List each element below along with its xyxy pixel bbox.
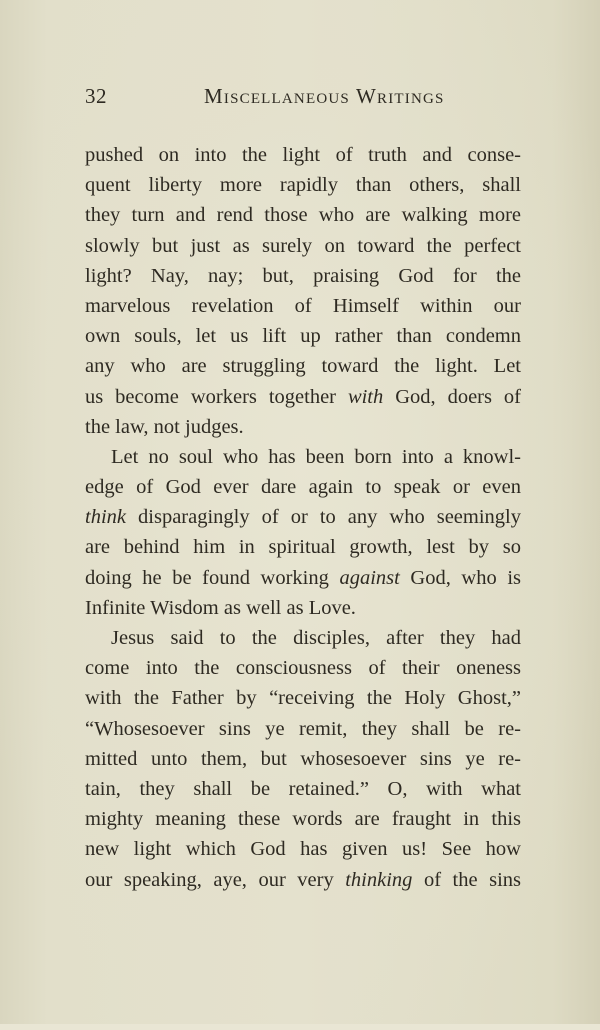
text-line: mitted unto them, but whosesoever sins ye re-	[85, 747, 521, 770]
text-line: any who are struggling toward the light. Let	[85, 355, 521, 378]
text-run: doing he be found working	[85, 566, 340, 589]
text-line: tain, they shall be retained.” O, with what	[85, 777, 521, 800]
text-line: come into the consciousness of their oneness	[85, 657, 521, 680]
text-line: “Whosesoever sins ye remit, they shall be re-	[85, 717, 521, 740]
italic-emphasis: with	[347, 385, 384, 408]
text-line: with the Father by “receiving the Holy Ghost,”	[85, 687, 521, 710]
text-run: disparagingly of or to any who seemingly	[126, 506, 521, 529]
page-number: 32	[85, 84, 107, 108]
text-line: are behind him in spiritual growth, lest by so	[85, 536, 521, 559]
text-line: Jesus said to the disciples, after they had	[111, 627, 521, 649]
body-text	[85, 140, 521, 895]
running-header	[85, 84, 525, 114]
text-line: the law, not judges.	[85, 415, 244, 438]
text-run: of the sins	[412, 868, 521, 891]
text-line	[85, 382, 521, 412]
text-line: they turn and rend those who are walking more	[85, 204, 521, 227]
text-run: our speaking, aye, our very	[85, 868, 346, 891]
text-run: God, who is	[399, 566, 521, 589]
text-line: Infinite Wisdom as well as Love.	[85, 596, 356, 619]
text-line: own souls, let us lift up rather than condemn	[85, 325, 521, 348]
italic-emphasis: thinking	[345, 868, 413, 891]
text-line	[85, 502, 521, 532]
text-line: quent liberty more rapidly than others, shall	[85, 174, 521, 197]
text-line: edge of God ever dare again to speak or even	[85, 476, 521, 499]
text-line	[85, 563, 521, 593]
text-line: marvelous revelation of Himself within our	[85, 294, 521, 317]
text-run: God, doers of	[383, 385, 521, 408]
text-line: slowly but just as surely on toward the perfect	[85, 234, 521, 257]
text-line: new light which God has given us! See how	[85, 838, 521, 861]
text-line: light? Nay, nay; but, praising God for the	[85, 264, 521, 287]
italic-emphasis: against	[339, 566, 400, 589]
text-line	[85, 865, 521, 895]
text-line: pushed on into the light of truth and conse-	[85, 144, 521, 166]
italic-emphasis: think	[85, 506, 126, 529]
running-title: Miscellaneous Writings	[204, 84, 445, 108]
text-line: Let no soul who has been born into a knowl-	[111, 445, 521, 468]
text-line: mighty meaning these words are fraught in this	[85, 808, 521, 831]
text-run: us become workers together	[85, 385, 348, 408]
